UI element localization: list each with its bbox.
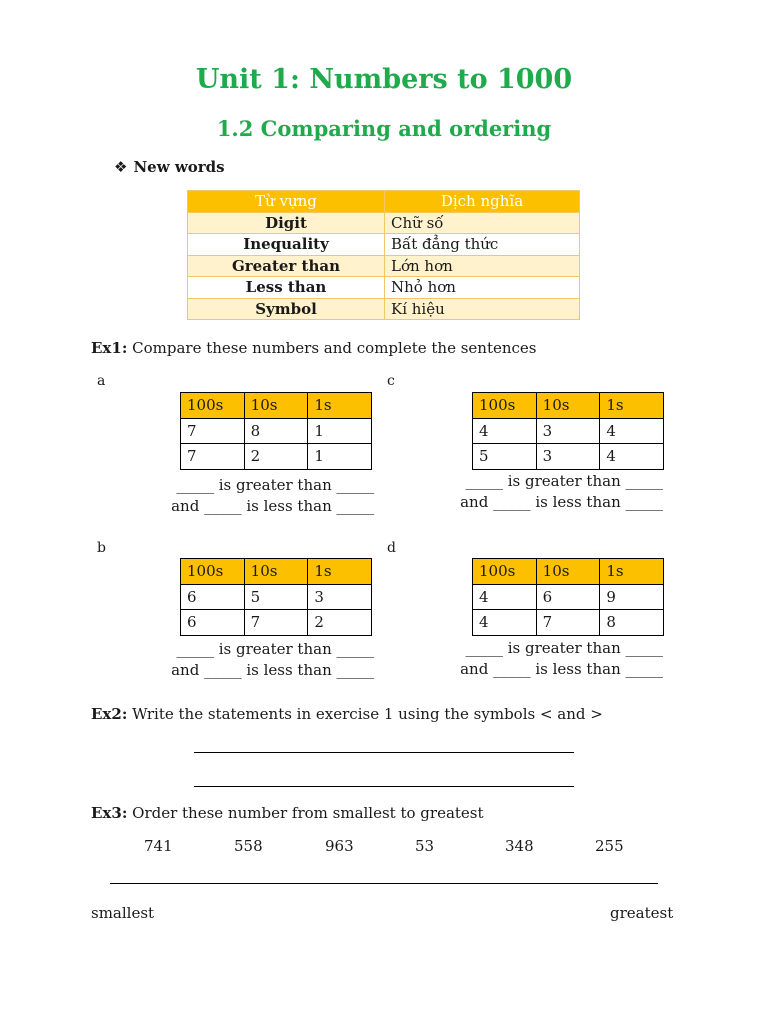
- number-item: 348: [505, 837, 534, 855]
- header-hundreds: 100s: [181, 393, 245, 419]
- number-item: 963: [325, 837, 354, 855]
- vocab-meaning: Nhỏ hơn: [385, 277, 580, 299]
- header-ones: 1s: [600, 559, 664, 585]
- cell: 7: [181, 444, 245, 470]
- sentence-block-c: [440, 471, 663, 513]
- header-ones: 1s: [600, 393, 664, 419]
- table-header-row: [473, 559, 664, 585]
- cell: 4: [600, 418, 664, 444]
- header-ones: 1s: [308, 559, 372, 585]
- vocab-row: [188, 255, 580, 277]
- cell: 2: [244, 444, 308, 470]
- table-header-row: [473, 393, 664, 419]
- vocab-row: [188, 212, 580, 234]
- page-subtitle: 1.2 Comparing and ordering: [216, 116, 552, 141]
- greater-sentence: _____ is greater than _____: [176, 476, 374, 494]
- vocab-header-meaning: Dịch nghĩa: [385, 191, 580, 213]
- ex1-label: Ex1:: [91, 339, 128, 357]
- new-words-label: New words: [133, 158, 225, 176]
- less-sentence: and _____ is less than _____: [460, 660, 663, 678]
- sentence-block-b: [150, 639, 374, 681]
- vocab-word: Less than: [188, 277, 385, 299]
- cell: 5: [244, 584, 308, 610]
- vocab-word: Symbol: [188, 298, 385, 320]
- place-value-table-a: [180, 392, 372, 470]
- greatest-label: greatest: [610, 904, 674, 922]
- place-value-table-b: [180, 558, 372, 636]
- vocab-word: Digit: [188, 212, 385, 234]
- vocab-meaning: Bất đẳng thức: [385, 234, 580, 256]
- table-row: [181, 444, 372, 470]
- greater-sentence: _____ is greater than _____: [465, 472, 663, 490]
- vocab-meaning: Lớn hơn: [385, 255, 580, 277]
- number-item: 255: [595, 837, 624, 855]
- greater-sentence: _____ is greater than _____: [465, 639, 663, 657]
- sentence-block-d: [440, 638, 663, 680]
- vocab-header-word: Từ vựng: [188, 191, 385, 213]
- header-tens: 10s: [244, 393, 308, 419]
- greater-sentence: _____ is greater than _____: [176, 640, 374, 658]
- cell: 4: [473, 418, 537, 444]
- answer-line[interactable]: [194, 752, 574, 753]
- table-row: [181, 584, 372, 610]
- vocab-word: Inequality: [188, 234, 385, 256]
- cell: 7: [536, 610, 600, 636]
- vocab-meaning: Kí hiệu: [385, 298, 580, 320]
- table-row: [473, 418, 664, 444]
- part-d-letter: d: [387, 540, 396, 556]
- table-row: [473, 610, 664, 636]
- cell: 7: [181, 418, 245, 444]
- vocab-row: [188, 298, 580, 320]
- diamond-bullet-icon: ❖: [114, 158, 128, 176]
- sentence-block-a: [150, 475, 374, 517]
- cell: 9: [600, 584, 664, 610]
- cell: 1: [308, 418, 372, 444]
- header-tens: 10s: [536, 559, 600, 585]
- table-header-row: [181, 393, 372, 419]
- ex2-instruction: [91, 705, 603, 723]
- cell: 1: [308, 444, 372, 470]
- ex3-instruction: [91, 804, 484, 822]
- cell: 8: [244, 418, 308, 444]
- place-value-table-c: [472, 392, 664, 470]
- cell: 4: [473, 584, 537, 610]
- vocab-meaning: Chữ số: [385, 212, 580, 234]
- cell: 6: [536, 584, 600, 610]
- table-row: [181, 610, 372, 636]
- cell: 4: [600, 444, 664, 470]
- table-row: [473, 584, 664, 610]
- less-sentence: and _____ is less than _____: [171, 661, 374, 679]
- answer-line[interactable]: [194, 786, 574, 787]
- ex1-instruction: [91, 339, 537, 357]
- new-words-heading: [114, 158, 225, 176]
- header-hundreds: 100s: [473, 559, 537, 585]
- ex3-text: Order these number from smallest to greatest: [132, 804, 484, 822]
- part-c-letter: c: [387, 373, 395, 389]
- ex3-label: Ex3:: [91, 804, 128, 822]
- cell: 6: [181, 584, 245, 610]
- cell: 8: [600, 610, 664, 636]
- ex1-text: Compare these numbers and complete the sentences: [132, 339, 537, 357]
- vocab-row: [188, 234, 580, 256]
- ex2-label: Ex2:: [91, 705, 128, 723]
- smallest-label: smallest: [91, 904, 155, 922]
- number-item: 558: [234, 837, 263, 855]
- number-item: 741: [144, 837, 173, 855]
- header-tens: 10s: [244, 559, 308, 585]
- cell: 3: [536, 444, 600, 470]
- header-tens: 10s: [536, 393, 600, 419]
- part-b-letter: b: [97, 540, 106, 556]
- vocab-row: [188, 277, 580, 299]
- less-sentence: and _____ is less than _____: [171, 497, 374, 515]
- header-ones: 1s: [308, 393, 372, 419]
- header-hundreds: 100s: [473, 393, 537, 419]
- cell: 7: [244, 610, 308, 636]
- ordering-line[interactable]: [110, 883, 658, 884]
- cell: 5: [473, 444, 537, 470]
- page-title: Unit 1: Numbers to 1000: [195, 64, 573, 95]
- cell: 3: [308, 584, 372, 610]
- part-a-letter: a: [97, 373, 106, 389]
- cell: 6: [181, 610, 245, 636]
- table-header-row: [181, 559, 372, 585]
- vocab-word: Greater than: [188, 255, 385, 277]
- table-row: [181, 418, 372, 444]
- cell: 3: [536, 418, 600, 444]
- ex2-text: Write the statements in exercise 1 using the symbols < and >: [132, 705, 603, 723]
- vocab-table: [187, 190, 580, 320]
- cell: 4: [473, 610, 537, 636]
- number-item: 53: [415, 837, 435, 855]
- cell: 2: [308, 610, 372, 636]
- less-sentence: and _____ is less than _____: [460, 493, 663, 511]
- header-hundreds: 100s: [181, 559, 245, 585]
- place-value-table-d: [472, 558, 664, 636]
- table-row: [473, 444, 664, 470]
- vocab-header-row: [188, 191, 580, 213]
